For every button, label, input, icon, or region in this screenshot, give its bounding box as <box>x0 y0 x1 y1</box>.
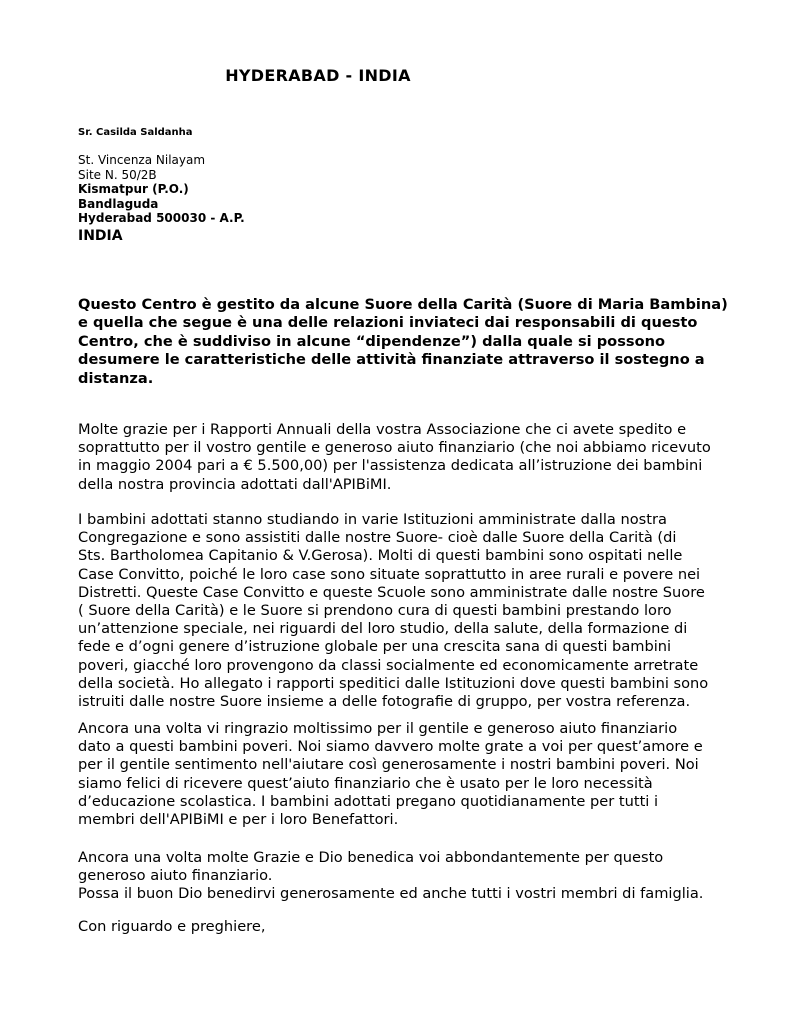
address-line-2: Site N. 50/2B <box>78 167 157 182</box>
paragraph-gratitude: Ancora una volta vi ringrazio moltissimo per il gentile e generoso aiuto finanziario dato a questi bambini poveri. Noi siamo davvero molte grate a voi per quest’amore e per il gentile sentimento nell'aiutare così generosamente i nostri bambini poveri. Noi siamo felici di ricevere quest’aiuto finanziario che è usato per le loro necessità d’educazione scolastica. I bambini adottati pregano quotidianamente per tutti i membri dell'APIBiMI e per i loro Benefattori. <box>78 720 703 829</box>
paragraph-thanks: Molte grazie per i Rapporti Annuali della vostra Associazione che ci avete spedito e soprattutto per il vostro gentile e generoso aiuto finanziario (che noi abbiamo ricevuto in maggio 2004 pari a € 5.500,00) per l'assistenza dedicata all’istruzione dei bambini della nostra provincia adottati dall'APIBiMI. <box>78 421 711 493</box>
address-line-1: St. Vincenza Nilayam <box>78 153 206 167</box>
closing-line: Con riguardo e preghiere, <box>78 918 266 935</box>
intro-paragraph: Questo Centro è gestito da alcune Suore della Carità (Suore di Maria Bambina) e quella che segue è una delle relazioni inviateci dai responsabili di questo Centro, che è suddiviso in alcune “dipendenze”) dalla quale si possono desumere le caratteristiche delle attività finanziate attraverso il sostegno a distanza. <box>78 296 728 387</box>
page-title: HYDERABAD - INDIA <box>225 66 411 85</box>
address-block <box>78 153 245 246</box>
address-country: INDIA <box>78 227 123 244</box>
paragraph-blessing: Ancora una volta molte Grazie e Dio benedica voi abbondantemente per questo generoso aiuto finanziario. Possa il buon Dio benedirvi generosamente ed anche tutti i vostri membri di famiglia. <box>78 849 704 903</box>
address-line-5: Hyderabad 500030 - A.P. <box>78 211 245 226</box>
sender-name: Sr. Casilda Saldanha <box>78 127 193 138</box>
address-line-3: Kismatpur (P.O.) <box>78 182 189 197</box>
paragraph-children: I bambini adottati stanno studiando in varie Istituzioni amministrate dalla nostra Congregazione e sono assistiti dalle nostre Suore- cioè dalle Suore della Carità (di Sts. Bartholomea Capitanio & V.Gerosa). Molti di questi bambini sono ospitati nelle Case Convitto, poiché le loro case sono situate soprattutto in aree rurali e povere nei Distretti. Queste Case Convitto e queste Scuole sono amministrate dalle nostre Suore ( Suore della Carità) e le Suore si prendono cura di questi bambini prestando loro un’attenzione speciale, nei riguardi del loro studio, della salute, della formazione di fede e d’ogni genere d’istruzione globale per una crescita sana di questi bambini poveri, giacché loro provengono da classi socialmente ed economicamente arretrate della società. Ho allegato i rapporti speditici dalle Istituzioni dove questi bambini sono istruiti dalle nostre Suore insieme a delle fotografie di gruppo, per vostra referenza. <box>78 511 709 711</box>
address-line-4: Bandlaguda <box>78 196 159 211</box>
